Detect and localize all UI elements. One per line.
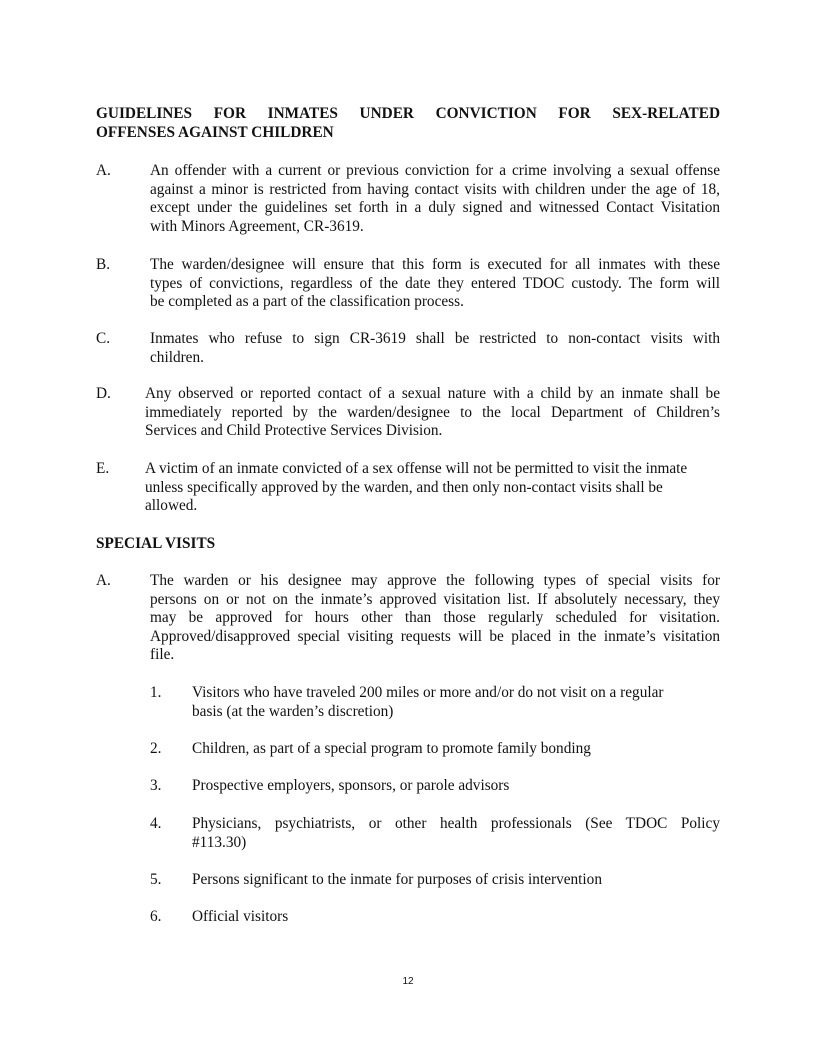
text-line: unless specifically approved by the warden, and then only non-contact visits shall be [145,478,663,496]
paragraph-b [150,256,720,312]
text-line: A victim of an inmate convicted of a sex offense will not be permitted to visit the inmate [145,460,688,477]
section-heading-guidelines [96,105,720,142]
list-item [192,871,720,890]
paragraph-special-a [150,572,720,665]
paragraph-e [145,460,720,516]
item-letter: D. [96,385,111,402]
text-line: persons on or not on the inmate’s approved visitation list. If absolutely necessary, they [150,590,720,608]
item-letter: A. [96,162,111,179]
list-item [192,740,720,759]
text-line: The warden/designee will ensure that this form is executed for all inmates with these [150,256,720,273]
list-number: 5. [150,871,162,888]
item-letter: A. [96,572,111,589]
text-line: An offender with a current or previous conviction for a crime involving a sexual offense [150,162,720,179]
item-letter: B. [96,256,111,273]
item-letter: C. [96,330,111,347]
text-line: Any observed or reported contact of a sexual nature with a child by an inmate shall be [145,385,720,402]
list-number: 3. [150,777,162,794]
paragraph-c [150,330,720,367]
text-line: Approved/disapproved special visiting requests will be placed in the inmate’s visitation [150,627,720,645]
list-number: 1. [150,684,162,701]
text-line: immediately reported by the warden/designee to the local Department of Children’s [145,403,720,421]
paragraph-d [145,385,720,441]
text-line: Visitors who have traveled 200 miles or more and/or do not visit on a regular [192,684,664,701]
list-item [192,684,720,721]
text-line: types of convictions, regardless of the date they entered TDOC custody. The form will [150,274,720,292]
text-line: with Minors Agreement, CR-3619. [150,217,364,235]
heading-line-2: OFFENSES AGAINST CHILDREN [96,123,334,141]
text-line: against a minor is restricted from having contact visits with children under the age of 18, [150,180,720,198]
list-number: 2. [150,740,162,757]
text-line: Inmates who refuse to sign CR-3619 shall be restricted to non-contact visits with [150,330,720,347]
list-item [192,908,720,927]
text-line: The warden or his designee may approve the following types of special visits for [150,572,720,589]
list-number: 4. [150,815,162,832]
text-line: file. [150,646,175,664]
text-line: may be approved for hours other than those regularly scheduled for visitation. [150,609,720,627]
text-line: allowed. [145,497,198,515]
text-line: Physicians, psychiatrists, or other health professionals (See TDOC Policy [192,815,720,832]
item-letter: E. [96,460,110,477]
text-line: Persons significant to the inmate for purposes of crisis intervention [192,871,602,888]
text-line: except under the guidelines set forth in a duly signed and witnessed Contact Visitation [150,199,720,217]
text-line: #113.30) [192,833,247,851]
list-item [192,815,720,852]
text-line: Official visitors [192,908,289,925]
text-line: be completed as a part of the classification process. [150,293,464,311]
text-line: Children, as part of a special program to promote family bonding [192,740,591,757]
paragraph-a [150,162,720,236]
list-item [192,777,720,796]
heading-line-1: GUIDELINES FOR INMATES UNDER CONVICTION FOR SEX-RELATED [96,105,720,122]
text-line: children. [150,348,204,366]
list-number: 6. [150,908,162,925]
page-number: 12 [402,976,414,987]
text-line: Prospective employers, sponsors, or parole advisors [192,777,510,794]
text-line: basis (at the warden’s discretion) [192,702,394,720]
text-line: Services and Child Protective Services Division. [145,422,443,440]
section-heading-special-visits: SPECIAL VISITS [96,535,216,552]
